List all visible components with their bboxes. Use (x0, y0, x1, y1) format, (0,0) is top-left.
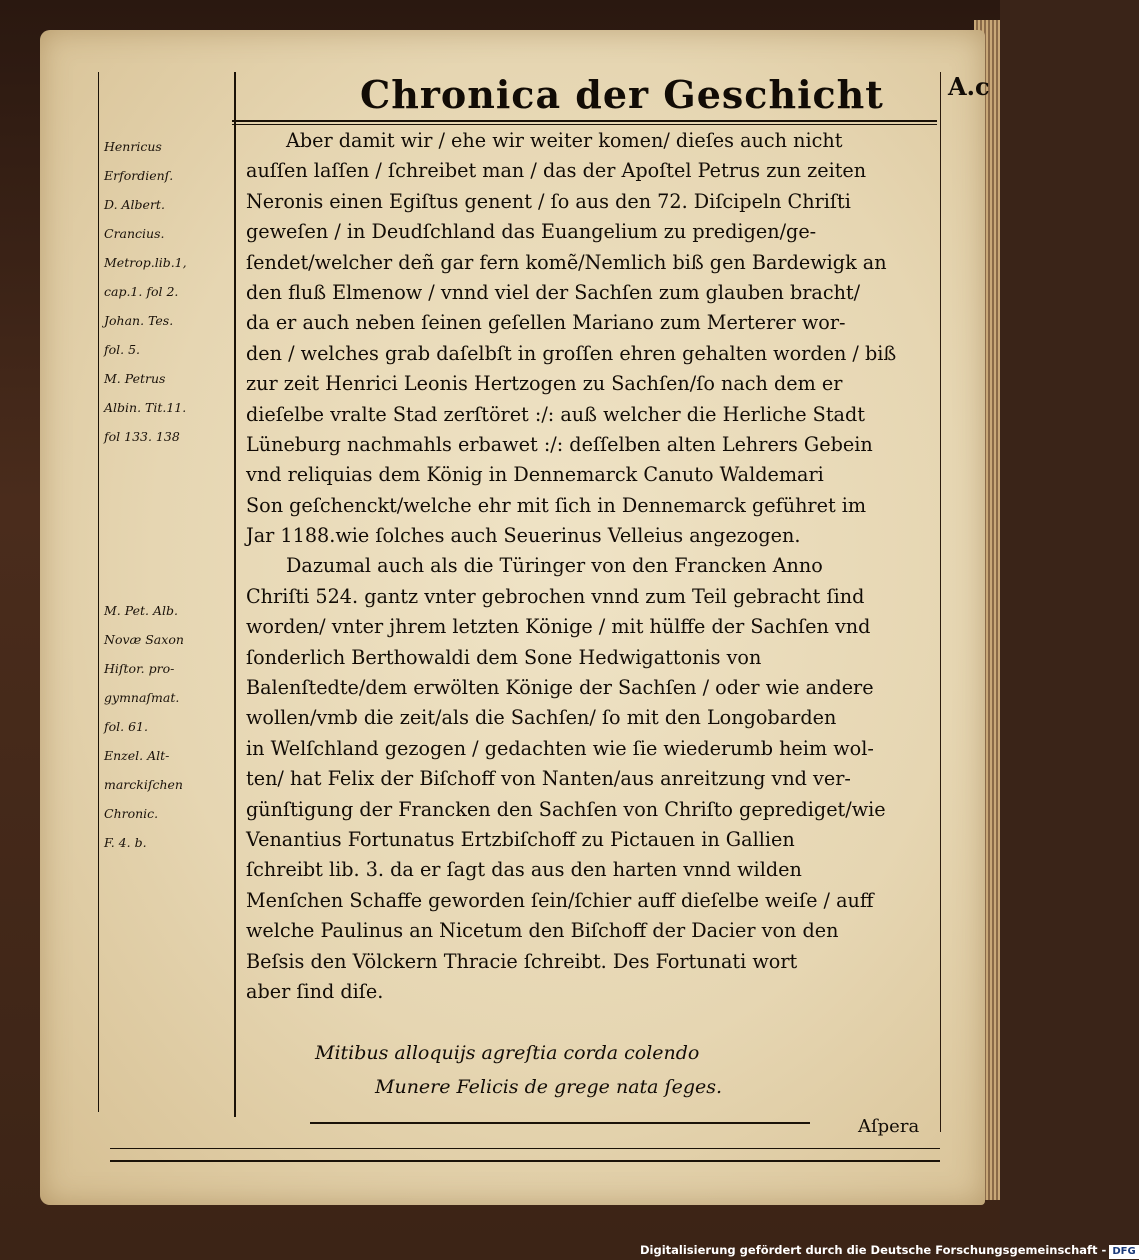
text-line: Venantius Fortunatus Ertzbiſchoff zu Pictauen in Gallien (246, 827, 795, 851)
text-line: Aber damit wir / ehe wir weiter komen/ dieſes auch nicht (286, 129, 843, 152)
margin-note: fol 133. 138 (104, 429, 180, 444)
margin-note: Hiſtor. pro- (104, 661, 175, 676)
text-line: dieſelbe vralte Stad zerſtöret :/: auß welcher die Herliche Stadt (246, 402, 865, 426)
margin-note: Albin. Tit.11. (104, 400, 187, 415)
text-line: den / welches grab daſelbſt in groſſen ehren gehalten worden / biß (246, 341, 897, 365)
margin-notes-top (104, 132, 232, 451)
page-title: Chronica der Geschicht (360, 72, 884, 117)
text-line: in Welſchland gezogen / gedachten wie ſie wiederumb heim wol- (246, 736, 874, 760)
margin-note: cap.1. fol 2. (104, 284, 179, 299)
margin-note: marckiſchen (104, 777, 183, 792)
margin-note: Metrop.lib.1, (104, 255, 187, 270)
text-line: da er auch neben ſeinen geſellen Mariano zum Merterer wor- (246, 311, 846, 335)
text-line: Chriſti 524. gantz vnter gebrochen vnnd zum Teil gebracht ſind (246, 584, 865, 608)
margin-rule-outer (98, 72, 99, 1112)
margin-rule-inner (234, 72, 236, 1117)
margin-note: Chronic. (104, 806, 159, 821)
text-line: worden/ vnter jhrem letzten Könige / mit hülffe der Sachſen vnd (246, 615, 871, 639)
signature-mark: A.c (948, 72, 990, 101)
margin-note: Henricus (104, 139, 162, 154)
margin-note: F. 4. b. (104, 835, 147, 850)
header-rule-thin (232, 124, 937, 125)
text-line: aber ſind diſe. (246, 979, 384, 1003)
verse-line-1: Mitibus alloquijs agreſtia corda colendo (315, 1042, 700, 1064)
margin-note: Crancius. (104, 226, 165, 241)
margin-note: Johan. Tes. (104, 313, 174, 328)
text-line: Dazumal auch als die Türinger von den Francken Anno (286, 554, 823, 578)
text-line: wollen/vmb die zeit/als die Sachſen/ ſo mit den Longobarden (246, 706, 837, 730)
digitization-footer (640, 1240, 1136, 1260)
margin-notes-bottom (104, 596, 232, 857)
bottom-rule-thin (110, 1148, 940, 1149)
verse-line-2: Munere Felicis de grege nata ſeges. (375, 1076, 723, 1098)
margin-note: fol. 5. (104, 342, 141, 357)
text-line: auſſen laſſen / ſchreibet man / das der Apoſtel Petrus zun zeiten (246, 159, 867, 183)
text-line: geweſen / in Deudſchland das Euangelium zu predigen/ge- (246, 220, 817, 244)
margin-note: Novæ Saxon (104, 632, 184, 647)
main-text (246, 126, 938, 1007)
text-line: Son geſchenckt/welche ehr mit ſich in Dennemarck geführet im (246, 493, 867, 517)
header-rule (232, 120, 937, 122)
text-line: ſchreibt lib. 3. da er ſagt das aus den harten vnnd wilden (246, 858, 802, 882)
dfg-logo: DFG (1109, 1245, 1138, 1259)
text-line: ſonderlich Berthowaldi dem Sone Hedwigattonis von (246, 645, 762, 669)
text-line: vnd reliquias dem König in Dennemarck Canuto Waldemari (246, 463, 824, 487)
text-line: ten/ hat Felix der Biſchoff von Nanten/aus anreitzung vnd ver- (246, 767, 851, 791)
text-line: zur zeit Henrici Leonis Hertzogen zu Sachſen/ſo nach dem er (246, 372, 843, 396)
verse-rule (310, 1122, 810, 1124)
bottom-rule (110, 1160, 940, 1162)
margin-note: M. Petrus (104, 371, 166, 386)
margin-note: Erfordienſ. (104, 168, 174, 183)
text-line: Jar 1188.wie ſolches auch Seuerinus Velleius angezogen. (246, 524, 801, 548)
text-line: Menſchen Schaffe geworden ſein/ſchier auff dieſelbe weiſe / auff (246, 888, 874, 912)
text-line: günſtigung der Francken den Sachſen von Chriſto geprediget/wie (246, 797, 886, 821)
text-rule-right (940, 72, 941, 1132)
catchword: Aſpera (858, 1116, 920, 1137)
footer-text: Digitalisierung gefördert durch die Deutsche Forschungsgemeinschaft - (640, 1243, 1107, 1257)
text-line: ſendet/welcher deñ gar fern komẽ/Nemlich biß gen Bardewigk an (246, 250, 887, 274)
margin-note: M. Pet. Alb. (104, 603, 178, 618)
margin-note: gymnaſmat. (104, 690, 180, 705)
text-line: Neronis einen Egiſtus genent / ſo aus den 72. Diſcipeln Chriſti (246, 189, 851, 213)
text-line: Balenſtedte/dem erwölten Könige der Sachſen / oder wie andere (246, 676, 874, 700)
text-line: welche Paulinus an Nicetum den Biſchoff der Dacier von den (246, 919, 839, 943)
text-line: Lüneburg nachmahls erbawet :/: deſſelben alten Lehrers Gebein (246, 432, 873, 456)
margin-note: Enzel. Alt- (104, 748, 170, 763)
text-line: Beſsis den Völckern Thracie ſchreibt. Des Fortunati wort (246, 949, 798, 973)
margin-note: fol. 61. (104, 719, 148, 734)
margin-note: D. Albert. (104, 197, 165, 212)
text-line: den fluß Elmenow / vnnd viel der Sachſen zum glauben bracht/ (246, 280, 861, 304)
